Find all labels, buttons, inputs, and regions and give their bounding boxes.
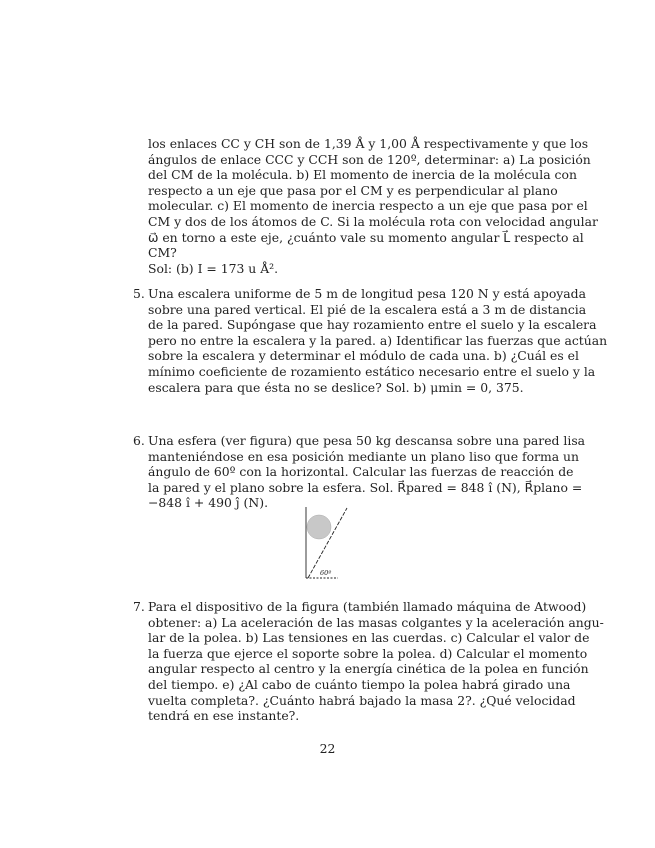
text-line: ángulos de enlace CCC y CCH son de 120º, determinar: a) La posición: [148, 151, 591, 167]
text-line: sobre una pared vertical. El pié de la escalera está a 3 m de distancia: [148, 301, 587, 317]
text-line: lar de la polea. b) Las tensiones en las cuerdas. c) Calcular el valor de: [148, 630, 590, 646]
problem-7-text: [148, 599, 604, 724]
text-line: Una esfera (ver figura) que pesa 50 kg descansa sobre una pared lisa: [148, 433, 586, 448]
text-line: mínimo coeficiente de rozamiento estático necesario entre el suelo y la: [148, 363, 596, 379]
problem-6-text: [148, 433, 586, 511]
text-line: de la pared. Supóngase que hay rozamiento entre el suelo y la escalera: [148, 317, 597, 333]
text-line: respecto a un eje que pasa por el CM y es perpendicular al plano: [148, 182, 558, 198]
text-line: −848 î + 490 ĵ (N).: [148, 495, 269, 511]
problem-5-text: [148, 286, 608, 395]
text-line: escalera para que ésta no se deslice? Sol. b) μmin = 0, 375.: [148, 379, 524, 395]
text-line: vuelta completa?. ¿Cuánto habrá bajado la masa 2?. ¿Qué velocidad: [148, 692, 576, 708]
text-line: angular respecto al centro y la energía cinética de la polea en función: [148, 661, 589, 677]
text-line: la fuerza que ejerce el soporte sobre la polea. d) Calcular el momento: [148, 645, 588, 661]
text-line: del tiempo. e) ¿Al cabo de cuánto tiempo la polea habrá girado una: [148, 676, 571, 692]
problem-number: 7.: [133, 599, 145, 614]
text-line: los enlaces CC y CH son de 1,39 Å y 1,00 Å respectivamente y que los: [148, 136, 589, 151]
text-line: molecular. c) El momento de inercia respecto a un eje que pasa por el: [148, 198, 588, 214]
angle-label: 60º: [320, 569, 332, 577]
text-line: pero no entre la escalera y la pared. a) Identificar las fuerzas que actúan: [148, 332, 608, 348]
text-line: manteniéndose en esa posición mediante un plano liso que forma un: [148, 448, 579, 464]
text-line: del CM de la molécula. b) El momento de inercia de la molécula con: [148, 167, 577, 183]
text-line: CM?: [148, 245, 177, 261]
sphere: [307, 515, 331, 539]
text-line: sobre la escalera y determinar el módulo de cada una. b) ¿Cuál es el: [148, 348, 579, 364]
problem-4-continuation: [148, 136, 598, 276]
text-line: la pared y el plano sobre la esfera. Sol. R⃗pared = 848 î (N), R⃗plano =: [148, 479, 583, 495]
solution-line: Sol: (b) I = 173 u Å².: [148, 260, 279, 276]
sphere-incline-figure: [300, 502, 356, 582]
text-line: obtener: a) La aceleración de las masas colgantes y la aceleración angu-: [148, 614, 604, 630]
text-line: Una escalera uniforme de 5 m de longitud pesa 120 N y está apoyada: [148, 286, 587, 301]
text-line: CM y dos de los átomos de C. Si la molécula rota con velocidad angular: [148, 213, 598, 229]
text-line: ω⃗ en torno a este eje, ¿cuánto vale su momento angular L⃗ respecto al: [148, 229, 584, 245]
problem-number: 6.: [133, 433, 145, 448]
text-line: Para el dispositivo de la figura (también llamado máquina de Atwood): [148, 599, 587, 614]
text-line: ángulo de 60º con la horizontal. Calcular las fuerzas de reacción de: [148, 464, 574, 480]
problem-number: 5.: [133, 286, 145, 301]
page-number: 22: [319, 741, 336, 756]
text-line: tendrá en ese instante?.: [148, 708, 300, 724]
